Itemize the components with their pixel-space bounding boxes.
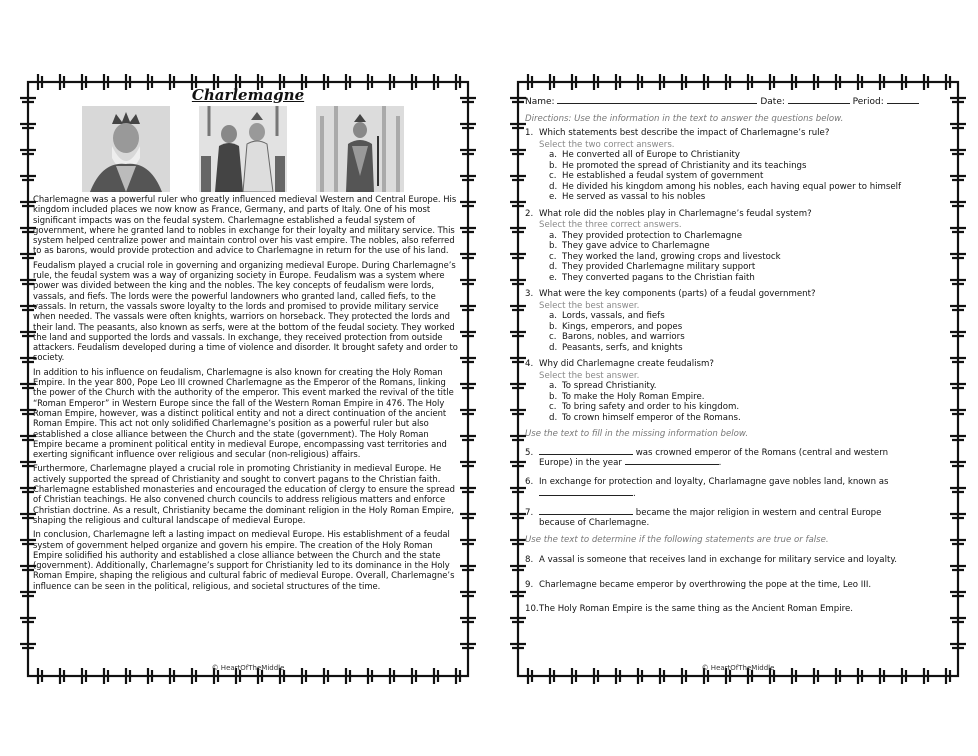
answer-option[interactable]: b. To make the Holy Roman Empire. — [549, 391, 705, 402]
question-8: 8. A vassal is someone that receives land in exchange for military service and loyalty. — [525, 555, 897, 565]
name-field[interactable] — [557, 94, 757, 104]
question-4: 4. Why did Charlemagne create feudalism? Select the best answer. a. To spread Christianity. b. To make the Holy Roman Empire. c. To bring safety and order to his kingdom. d. To crown himself emperor of the Romans. — [525, 359, 950, 423]
armored-king-image — [316, 106, 404, 192]
select-instruction: Select the three correct answers. — [539, 220, 682, 230]
paragraph: In addition to his influence on feudalism, Charlemagne is also known for creating the Holy Roman Empire. In the year 800, Pope Leo III crowned Charlemagne as the Emperor of the Romans, linking the power of the Church with the authority of the emperor. This event marked the revival of the title “Roman Emperor” in Western Europe since the fall of the Western Roman Empire in 476. The Holy Roman Empire, however, was a distinct political entity and not a direct continuation of the ancient Roman Empire. This act not only solidified Charlemagne’s position as a powerful ruler but also established a close alliance between the Church and the state (government). The Holy Roman Empire became a prominent political entity in medieval Europe, encompassing vast territories and exerting significant influence over religious and secular (non-religious) affairs. — [33, 366, 454, 460]
answer-option[interactable]: b. They gave advice to Charlemagne — [549, 241, 710, 251]
paragraph: In conclusion, Charlemagne left a lasting impact on medieval Europe. His establishment of a feudal system of government helped organize and govern his empire. The creation of the Holy Roman Empire solidified his authority and established a close alliance between the Church and the state (government). Additionally, Charlemagne’s support for Christianity led to its dominance in the Holy Roman Empire, shaping the religious and cultural fabric of medieval Europe. Overall, Charlemagne’s influence can be seen in the political, religious, and societal structures of the time. — [33, 529, 455, 591]
question-10: 10. The Holy Roman Empire is the same thing as the Ancient Roman Empire. — [525, 604, 853, 614]
answer-option[interactable]: a. To spread Christianity. — [549, 381, 657, 391]
date-label: Date: — [760, 97, 785, 107]
answer-options — [549, 150, 950, 203]
answer-option[interactable]: a. He converted all of Europe to Christianity — [549, 150, 740, 160]
question-1: 1. Which statements best describe the impact of Charlemagne’s rule? Select the two correct answers. a. He converted all of Europe to Christianity b. He promoted the spread of Christianity and its teachings c. He established a feudal system of government d. He divided his kingdom among his nobles, each having equal power to himself e. He served as vassal to his nobles — [525, 128, 950, 203]
date-field[interactable] — [788, 94, 850, 104]
answer-options — [549, 311, 950, 353]
name-label: Name: — [525, 97, 555, 107]
question-9: 9. Charlemagne became emperor by overthrowing the pope at the time, Leo III. — [525, 579, 872, 590]
paragraph: Charlemagne was a powerful ruler who greatly influenced medieval Western and Central Europe. His kingdom included places we now know as France, Germany, and parts of Italy. One of his most significant impacts was on the feudal system. Charlemagne established a feudal system of government, where he granted land to nobles in exchange for their loyalty and military service. This system helped centralize power and maintain control over his vast empire. The nobles, also referred to as barons, would provide protection and advice to Charlemagne in return for the use of his land. — [33, 194, 457, 256]
answer-option[interactable]: e. He served as vassal to his nobles — [549, 192, 706, 202]
paragraph: Furthermore, Charlemagne played a crucial role in promoting Christianity in medieval Europe. He actively supported the spread of Christianity and sought to convert pagans to the Christian faith. Charlemagne established monasteries and encouraged the education of clergy to ensure the spread of Christian teachings. He also convened church councils to address religious matters and enforce Christian doctrine. As a result, Christianity became the dominant religion in the Holy Roman Empire, shaping the religious and cultural landscape of medieval Europe. — [33, 463, 455, 525]
directions: Use the text to fill in the missing information below. — [525, 429, 749, 439]
select-instruction: Select the best answer. — [539, 300, 640, 311]
question-7: 7. became the major religion in western and central Europe because of Charlemagne. — [525, 507, 882, 528]
answer-option[interactable]: c. Barons, nobles, and warriors — [549, 332, 685, 342]
question-text: Why did Charlemagne create feudalism? — [539, 359, 714, 369]
paragraph: Feudalism played a crucial role in governing and organizing medieval Europe. During Charlemagne’s rule, the feudal system was a way of organizing society in Europe. Feudalism was a system where power was divided between the king and the nobles. The key concepts of feudalism were lords, vassals, and fiefs. The lords were the powerful landowners who granted land, called fiefs, to the vassals. In return, the vassals swore loyalty to the lords and promised to provide military service when needed. The vassals were often knights, warriors on horseback. They protected the lords and their land. The peasants, also known as serfs, were at the bottom of the feudal society. They worked the land and supported the lords and vassals. In exchange, they received protection from outside attackers. Feudalism developed during a time of violence and disorder. It brought safety and order to society. — [33, 259, 458, 363]
charlemagne-portrait-image — [82, 106, 170, 192]
answer-option[interactable]: a. Lords, vassals, and fiefs — [549, 311, 665, 321]
copyright-credit: © HeartOfTheMiddle — [211, 664, 285, 672]
answer-option[interactable]: e. They converted pagans to the Christian faith — [549, 272, 755, 283]
directions: Directions: Use the information in the text to answer the questions below. — [525, 113, 844, 124]
question-text: What were the key components (parts) of a feudal government? — [539, 289, 816, 299]
worksheet — [525, 94, 950, 621]
answer-option[interactable]: b. Kings, emperors, and popes — [549, 321, 683, 332]
period-field[interactable] — [887, 94, 919, 104]
questions-page — [508, 70, 968, 688]
select-instruction: Select the best answer. — [539, 370, 640, 381]
answer-option[interactable]: d. Peasants, serfs, and knights — [549, 342, 683, 353]
reading-page — [18, 70, 478, 688]
answer-option[interactable]: a. They provided protection to Charlemagne — [549, 230, 742, 241]
select-instruction: Select the two correct answers. — [539, 139, 675, 150]
answer-option[interactable]: d. He divided his kingdom among his nobles, each having equal power to himself — [549, 181, 902, 192]
copyright-credit: © HeartOfTheMiddle — [701, 664, 775, 672]
answer-blank[interactable] — [539, 514, 633, 515]
answer-option[interactable]: c. To bring safety and order to his kingdom. — [549, 402, 740, 412]
answer-option[interactable]: c. He established a feudal system of government — [549, 171, 764, 181]
period-label: Period: — [852, 97, 884, 107]
answer-option[interactable]: d. They provided Charlemagne military support — [549, 262, 756, 272]
answer-options — [549, 231, 950, 284]
answer-option[interactable]: b. He promoted the spread of Christianity and its teachings — [549, 160, 807, 171]
question-2: 2. What role did the nobles play in Charlemagne’s feudal system? Select the three correct answers. a. They provided protection to Charlemagne b. They gave advice to Charlemagne c. They worked the land, growing crops and livestock d. They provided Charlemagne military support e. They converted pagans to the Christian faith — [525, 209, 950, 284]
answer-option[interactable]: c. They worked the land, growing crops and livestock — [549, 251, 781, 262]
question-6: 6. In exchange for protection and loyalty, Charlamagne gave nobles land, known as . — [525, 476, 889, 499]
header-fields — [525, 94, 950, 108]
image-row — [18, 106, 478, 194]
question-5: 5. was crowned emperor of the Romans (central and western Europe) in the year . — [525, 447, 889, 468]
question-text: Which statements best describe the impact of Charlemagne’s rule? — [539, 128, 830, 138]
question-text: What role did the nobles play in Charlemagne’s feudal system? — [539, 208, 812, 219]
reading-passage — [33, 194, 458, 595]
answer-blank[interactable] — [539, 454, 633, 455]
coronation-scene-image — [199, 106, 287, 192]
question-3: 3. What were the key components (parts) of a feudal government? Select the best answer. a. Lords, vassals, and fiefs b. Kings, emperors, and popes c. Barons, nobles, and warriors d. Peasants, serfs, and knights — [525, 289, 950, 353]
answer-blank[interactable] — [539, 495, 633, 496]
multiple-choice-section — [525, 128, 950, 423]
answer-option[interactable]: d. To crown himself emperor of the Romans. — [549, 412, 741, 423]
answer-options — [549, 381, 950, 423]
directions: Use the text to determine if the following statements are true or false. — [525, 534, 829, 545]
page-title: Charlemagne — [191, 86, 305, 104]
answer-blank[interactable] — [625, 464, 719, 465]
